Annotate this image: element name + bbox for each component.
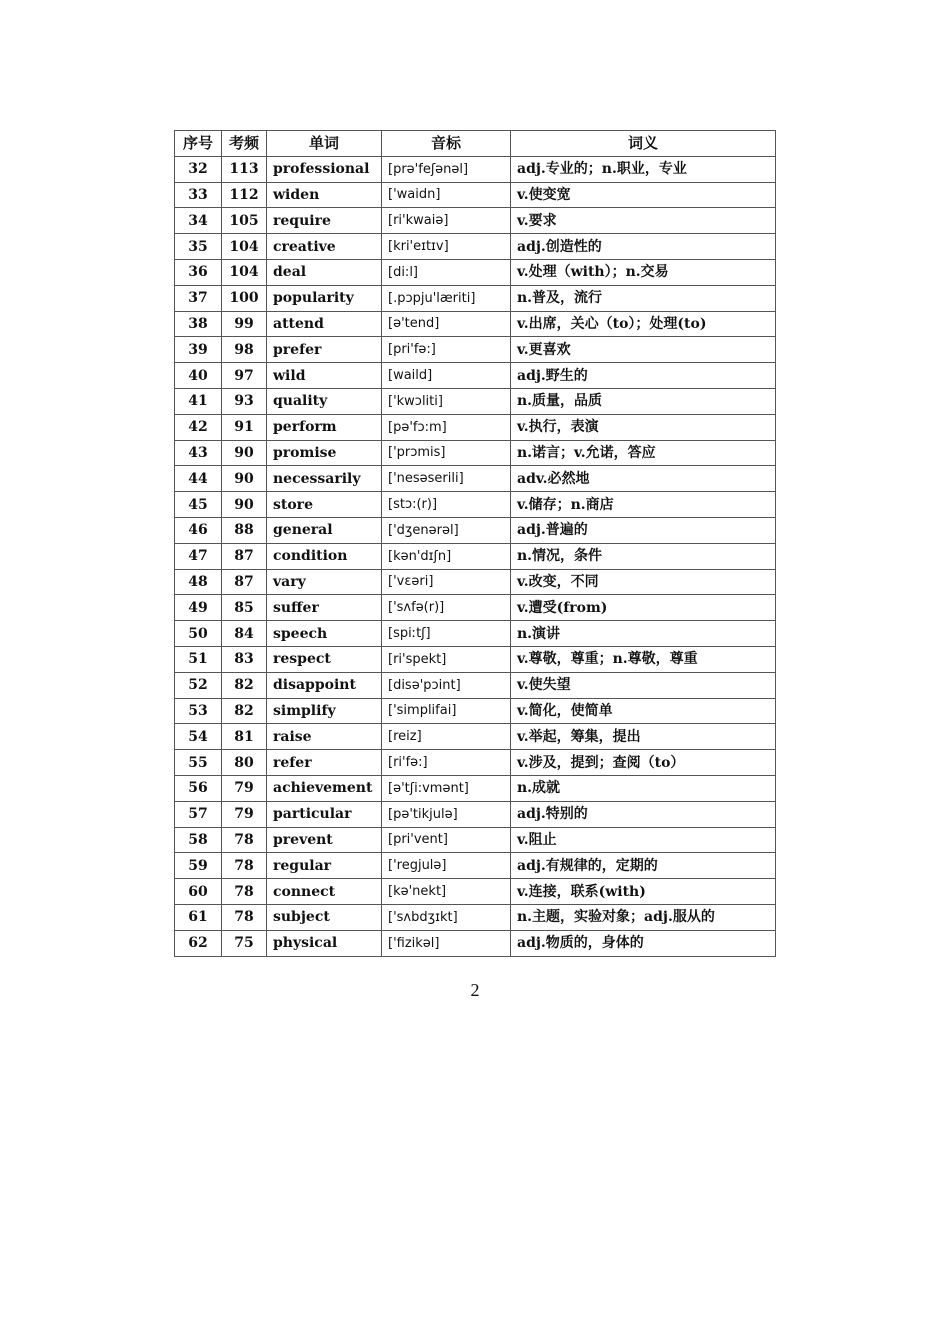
cell-frequency: 90	[222, 466, 267, 492]
table-row	[175, 569, 776, 595]
cell-word: vary	[267, 569, 382, 595]
cell-index: 32	[175, 156, 222, 182]
cell-meaning: n.普及，流行	[511, 285, 776, 311]
cell-phonetic: [ə'tʃi:vmənt]	[382, 775, 511, 801]
cell-frequency: 78	[222, 853, 267, 879]
cell-phonetic: [ri'kwaiə]	[382, 208, 511, 234]
header-index: 序号	[175, 131, 222, 157]
cell-index: 37	[175, 285, 222, 311]
table-row	[175, 208, 776, 234]
cell-word: wild	[267, 363, 382, 389]
cell-word: physical	[267, 930, 382, 956]
cell-frequency: 81	[222, 724, 267, 750]
cell-meaning: v.遭受(from)	[511, 595, 776, 621]
cell-index: 47	[175, 543, 222, 569]
cell-phonetic: ['prɔmis]	[382, 440, 511, 466]
cell-meaning: v.阻止	[511, 827, 776, 853]
cell-word: quality	[267, 388, 382, 414]
header-word: 单词	[267, 131, 382, 157]
cell-word: require	[267, 208, 382, 234]
cell-meaning: adv.必然地	[511, 466, 776, 492]
cell-frequency: 82	[222, 698, 267, 724]
cell-phonetic: [ri'fə:]	[382, 750, 511, 776]
cell-meaning: v.涉及，提到；查阅（to）	[511, 750, 776, 776]
cell-word: general	[267, 517, 382, 543]
cell-phonetic: [pə'tikjulə]	[382, 801, 511, 827]
cell-phonetic: [prə'feʃənəl]	[382, 156, 511, 182]
table-row	[175, 388, 776, 414]
cell-meaning: adj.专业的；n.职业，专业	[511, 156, 776, 182]
table-row	[175, 363, 776, 389]
cell-meaning: v.执行，表演	[511, 414, 776, 440]
cell-frequency: 83	[222, 646, 267, 672]
table-row	[175, 775, 776, 801]
cell-frequency: 87	[222, 543, 267, 569]
cell-frequency: 113	[222, 156, 267, 182]
cell-index: 55	[175, 750, 222, 776]
cell-phonetic: [ri'spekt]	[382, 646, 511, 672]
table-row	[175, 285, 776, 311]
cell-frequency: 82	[222, 672, 267, 698]
cell-frequency: 104	[222, 234, 267, 260]
cell-index: 58	[175, 827, 222, 853]
cell-phonetic: [ə'tend]	[382, 311, 511, 337]
cell-meaning: n.演讲	[511, 621, 776, 647]
cell-frequency: 90	[222, 440, 267, 466]
cell-index: 48	[175, 569, 222, 595]
cell-phonetic: ['sʌfə(r)]	[382, 595, 511, 621]
table-row	[175, 466, 776, 492]
cell-frequency: 78	[222, 827, 267, 853]
page-number: 2	[470, 980, 480, 1000]
cell-frequency: 84	[222, 621, 267, 647]
table-row	[175, 595, 776, 621]
cell-frequency: 93	[222, 388, 267, 414]
cell-index: 61	[175, 904, 222, 930]
cell-index: 60	[175, 879, 222, 905]
cell-phonetic: [pri'vent]	[382, 827, 511, 853]
cell-word: popularity	[267, 285, 382, 311]
cell-index: 57	[175, 801, 222, 827]
cell-word: promise	[267, 440, 382, 466]
cell-frequency: 87	[222, 569, 267, 595]
table-row	[175, 698, 776, 724]
cell-phonetic: ['vɛəri]	[382, 569, 511, 595]
cell-meaning: adj.有规律的，定期的	[511, 853, 776, 879]
table-row	[175, 234, 776, 260]
table-row	[175, 930, 776, 956]
cell-meaning: n.质量，品质	[511, 388, 776, 414]
cell-index: 35	[175, 234, 222, 260]
cell-index: 59	[175, 853, 222, 879]
cell-frequency: 99	[222, 311, 267, 337]
table-row	[175, 259, 776, 285]
cell-meaning: v.改变，不同	[511, 569, 776, 595]
table-row	[175, 543, 776, 569]
table-row	[175, 801, 776, 827]
table-row	[175, 646, 776, 672]
header-meaning: 词义	[511, 131, 776, 157]
table-row	[175, 621, 776, 647]
header-phonetic: 音标	[382, 131, 511, 157]
cell-index: 49	[175, 595, 222, 621]
table-row	[175, 311, 776, 337]
cell-meaning: n.主题，实验对象；adj.服从的	[511, 904, 776, 930]
cell-word: respect	[267, 646, 382, 672]
cell-frequency: 104	[222, 259, 267, 285]
cell-index: 62	[175, 930, 222, 956]
cell-frequency: 97	[222, 363, 267, 389]
cell-meaning: v.简化，使简单	[511, 698, 776, 724]
cell-index: 41	[175, 388, 222, 414]
cell-meaning: v.储存；n.商店	[511, 492, 776, 518]
cell-index: 42	[175, 414, 222, 440]
cell-meaning: v.举起，筹集，提出	[511, 724, 776, 750]
cell-index: 33	[175, 182, 222, 208]
cell-phonetic: ['dʒenərəl]	[382, 517, 511, 543]
cell-word: creative	[267, 234, 382, 260]
header-frequency: 考频	[222, 131, 267, 157]
table-row	[175, 440, 776, 466]
cell-word: deal	[267, 259, 382, 285]
cell-word: connect	[267, 879, 382, 905]
cell-phonetic: [kə'nekt]	[382, 879, 511, 905]
cell-word: subject	[267, 904, 382, 930]
cell-frequency: 105	[222, 208, 267, 234]
cell-word: achievement	[267, 775, 382, 801]
cell-word: attend	[267, 311, 382, 337]
cell-word: condition	[267, 543, 382, 569]
cell-index: 46	[175, 517, 222, 543]
cell-frequency: 112	[222, 182, 267, 208]
cell-meaning: v.尊敬，尊重；n.尊敬，尊重	[511, 646, 776, 672]
cell-frequency: 80	[222, 750, 267, 776]
cell-frequency: 100	[222, 285, 267, 311]
cell-frequency: 79	[222, 775, 267, 801]
cell-phonetic: ['waidn]	[382, 182, 511, 208]
table-row	[175, 156, 776, 182]
cell-meaning: adj.物质的，身体的	[511, 930, 776, 956]
cell-phonetic: [stɔ:(r)]	[382, 492, 511, 518]
table-row	[175, 853, 776, 879]
cell-word: prefer	[267, 337, 382, 363]
cell-word: speech	[267, 621, 382, 647]
cell-meaning: v.出席，关心（to）；处理(to)	[511, 311, 776, 337]
cell-word: store	[267, 492, 382, 518]
cell-word: perform	[267, 414, 382, 440]
cell-frequency: 79	[222, 801, 267, 827]
cell-index: 53	[175, 698, 222, 724]
cell-frequency: 91	[222, 414, 267, 440]
cell-frequency: 90	[222, 492, 267, 518]
cell-index: 44	[175, 466, 222, 492]
cell-meaning: adj.普遍的	[511, 517, 776, 543]
cell-index: 34	[175, 208, 222, 234]
cell-index: 56	[175, 775, 222, 801]
cell-index: 36	[175, 259, 222, 285]
cell-meaning: v.要求	[511, 208, 776, 234]
cell-frequency: 98	[222, 337, 267, 363]
cell-meaning: v.使变宽	[511, 182, 776, 208]
cell-phonetic: ['nesəserili]	[382, 466, 511, 492]
cell-phonetic: ['fizikəl]	[382, 930, 511, 956]
cell-word: suffer	[267, 595, 382, 621]
table-row	[175, 904, 776, 930]
cell-meaning: adj.创造性的	[511, 234, 776, 260]
cell-phonetic: ['regjulə]	[382, 853, 511, 879]
cell-phonetic: ['kwɔliti]	[382, 388, 511, 414]
table-row	[175, 337, 776, 363]
cell-frequency: 78	[222, 879, 267, 905]
cell-frequency: 78	[222, 904, 267, 930]
cell-frequency: 75	[222, 930, 267, 956]
cell-meaning: adj.特别的	[511, 801, 776, 827]
table-row	[175, 672, 776, 698]
cell-meaning: v.更喜欢	[511, 337, 776, 363]
cell-frequency: 85	[222, 595, 267, 621]
cell-word: prevent	[267, 827, 382, 853]
table-body	[175, 156, 776, 956]
cell-phonetic: [waild]	[382, 363, 511, 389]
cell-meaning: v.连接，联系(with)	[511, 879, 776, 905]
cell-index: 45	[175, 492, 222, 518]
cell-index: 38	[175, 311, 222, 337]
table-row	[175, 492, 776, 518]
cell-word: widen	[267, 182, 382, 208]
cell-word: professional	[267, 156, 382, 182]
cell-meaning: n.成就	[511, 775, 776, 801]
cell-meaning: n.诺言；v.允诺，答应	[511, 440, 776, 466]
cell-index: 39	[175, 337, 222, 363]
cell-meaning: adj.野生的	[511, 363, 776, 389]
cell-index: 40	[175, 363, 222, 389]
cell-phonetic: ['sʌbdʒɪkt]	[382, 904, 511, 930]
table-header-row	[175, 131, 776, 157]
cell-phonetic: [pə'fɔ:m]	[382, 414, 511, 440]
cell-phonetic: [spiːtʃ]	[382, 621, 511, 647]
table-row	[175, 414, 776, 440]
cell-word: simplify	[267, 698, 382, 724]
cell-index: 51	[175, 646, 222, 672]
vocabulary-table	[174, 130, 776, 957]
cell-index: 50	[175, 621, 222, 647]
cell-word: refer	[267, 750, 382, 776]
cell-meaning: n.情况，条件	[511, 543, 776, 569]
table-row	[175, 182, 776, 208]
cell-phonetic: [kən'dɪʃn]	[382, 543, 511, 569]
cell-phonetic: [di:l]	[382, 259, 511, 285]
table-row	[175, 879, 776, 905]
cell-phonetic: [.pɔpju'læriti]	[382, 285, 511, 311]
cell-index: 43	[175, 440, 222, 466]
cell-word: regular	[267, 853, 382, 879]
cell-index: 54	[175, 724, 222, 750]
cell-phonetic: [kri'eɪtɪv]	[382, 234, 511, 260]
table-row	[175, 750, 776, 776]
cell-meaning: v.使失望	[511, 672, 776, 698]
cell-phonetic: [disə'pɔint]	[382, 672, 511, 698]
table-row	[175, 827, 776, 853]
cell-frequency: 88	[222, 517, 267, 543]
cell-word: particular	[267, 801, 382, 827]
cell-word: raise	[267, 724, 382, 750]
cell-index: 52	[175, 672, 222, 698]
cell-phonetic: ['simplifai]	[382, 698, 511, 724]
cell-phonetic: [pri'fə:]	[382, 337, 511, 363]
cell-word: disappoint	[267, 672, 382, 698]
table-row	[175, 724, 776, 750]
cell-phonetic: [reiz]	[382, 724, 511, 750]
cell-meaning: v.处理（with）；n.交易	[511, 259, 776, 285]
cell-word: necessarily	[267, 466, 382, 492]
table-row	[175, 517, 776, 543]
